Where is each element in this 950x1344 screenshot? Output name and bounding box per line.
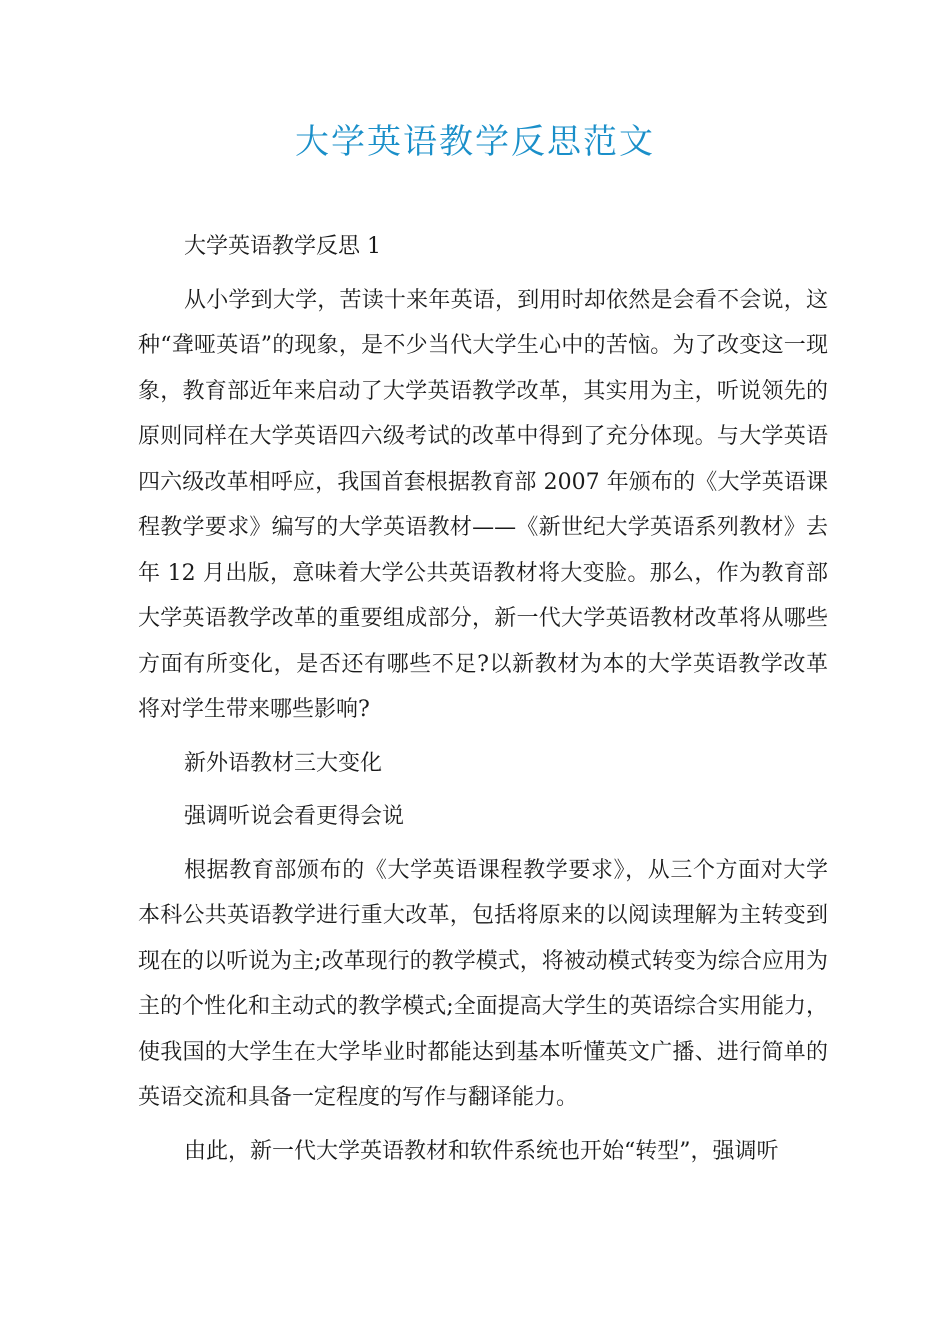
subsection-heading: 新外语教材三大变化: [184, 750, 383, 776]
section-heading: 大学英语教学反思 1: [184, 234, 381, 259]
body-paragraph: 从小学到大学，苦读十来年英语，到用时却依然是会看不会说，这种“聋哑英语”的现象，是不少当代大学生心中的苦恼。为了改变这一现象，教育部近年来启动了大学英语教学改革，其实用为主，听说领先的原则同样在大学英语四六级考试的改革中得到了充分体现。与大学英语四六级改革相呼应，我国首套根据教育部 2007 年颁布的《大学英语课程教学要求》编写的大学英语教材——《新世纪大学英语系列教材》去年 12 月出版，意味着大学公共英语教材将大变脸。那么，作为教育部大学英语教学改革的重要组成部分，新一代大学英语教材改革将从哪些方面有所变化，是否还有哪些不足?以新教材为本的大学英语教学改革将对学生带来哪些影响?: [138, 287, 828, 722]
body-paragraph: 由此，新一代大学英语教材和软件系统也开始“转型”，强调听: [184, 1138, 779, 1164]
document-title: 大学英语教学反思范文: [295, 122, 655, 162]
body-paragraph: 根据教育部颁布的《大学英语课程教学要求》，从三个方面对大学本科公共英语教学进行重大改革，包括将原来的以阅读理解为主转变到现在的以听说为主;改革现行的教学模式，将被动模式转变为综合应用为主的个性化和主动式的教学模式;全面提高大学生的英语综合实用能力，使我国的大学生在大学毕业时都能达到基本听懂英文广播、进行简单的英语交流和具备一定程度的写作与翻译能力。: [138, 857, 828, 1110]
subsection-heading: 强调听说会看更得会说: [184, 804, 405, 829]
document-body: [138, 224, 828, 1182]
